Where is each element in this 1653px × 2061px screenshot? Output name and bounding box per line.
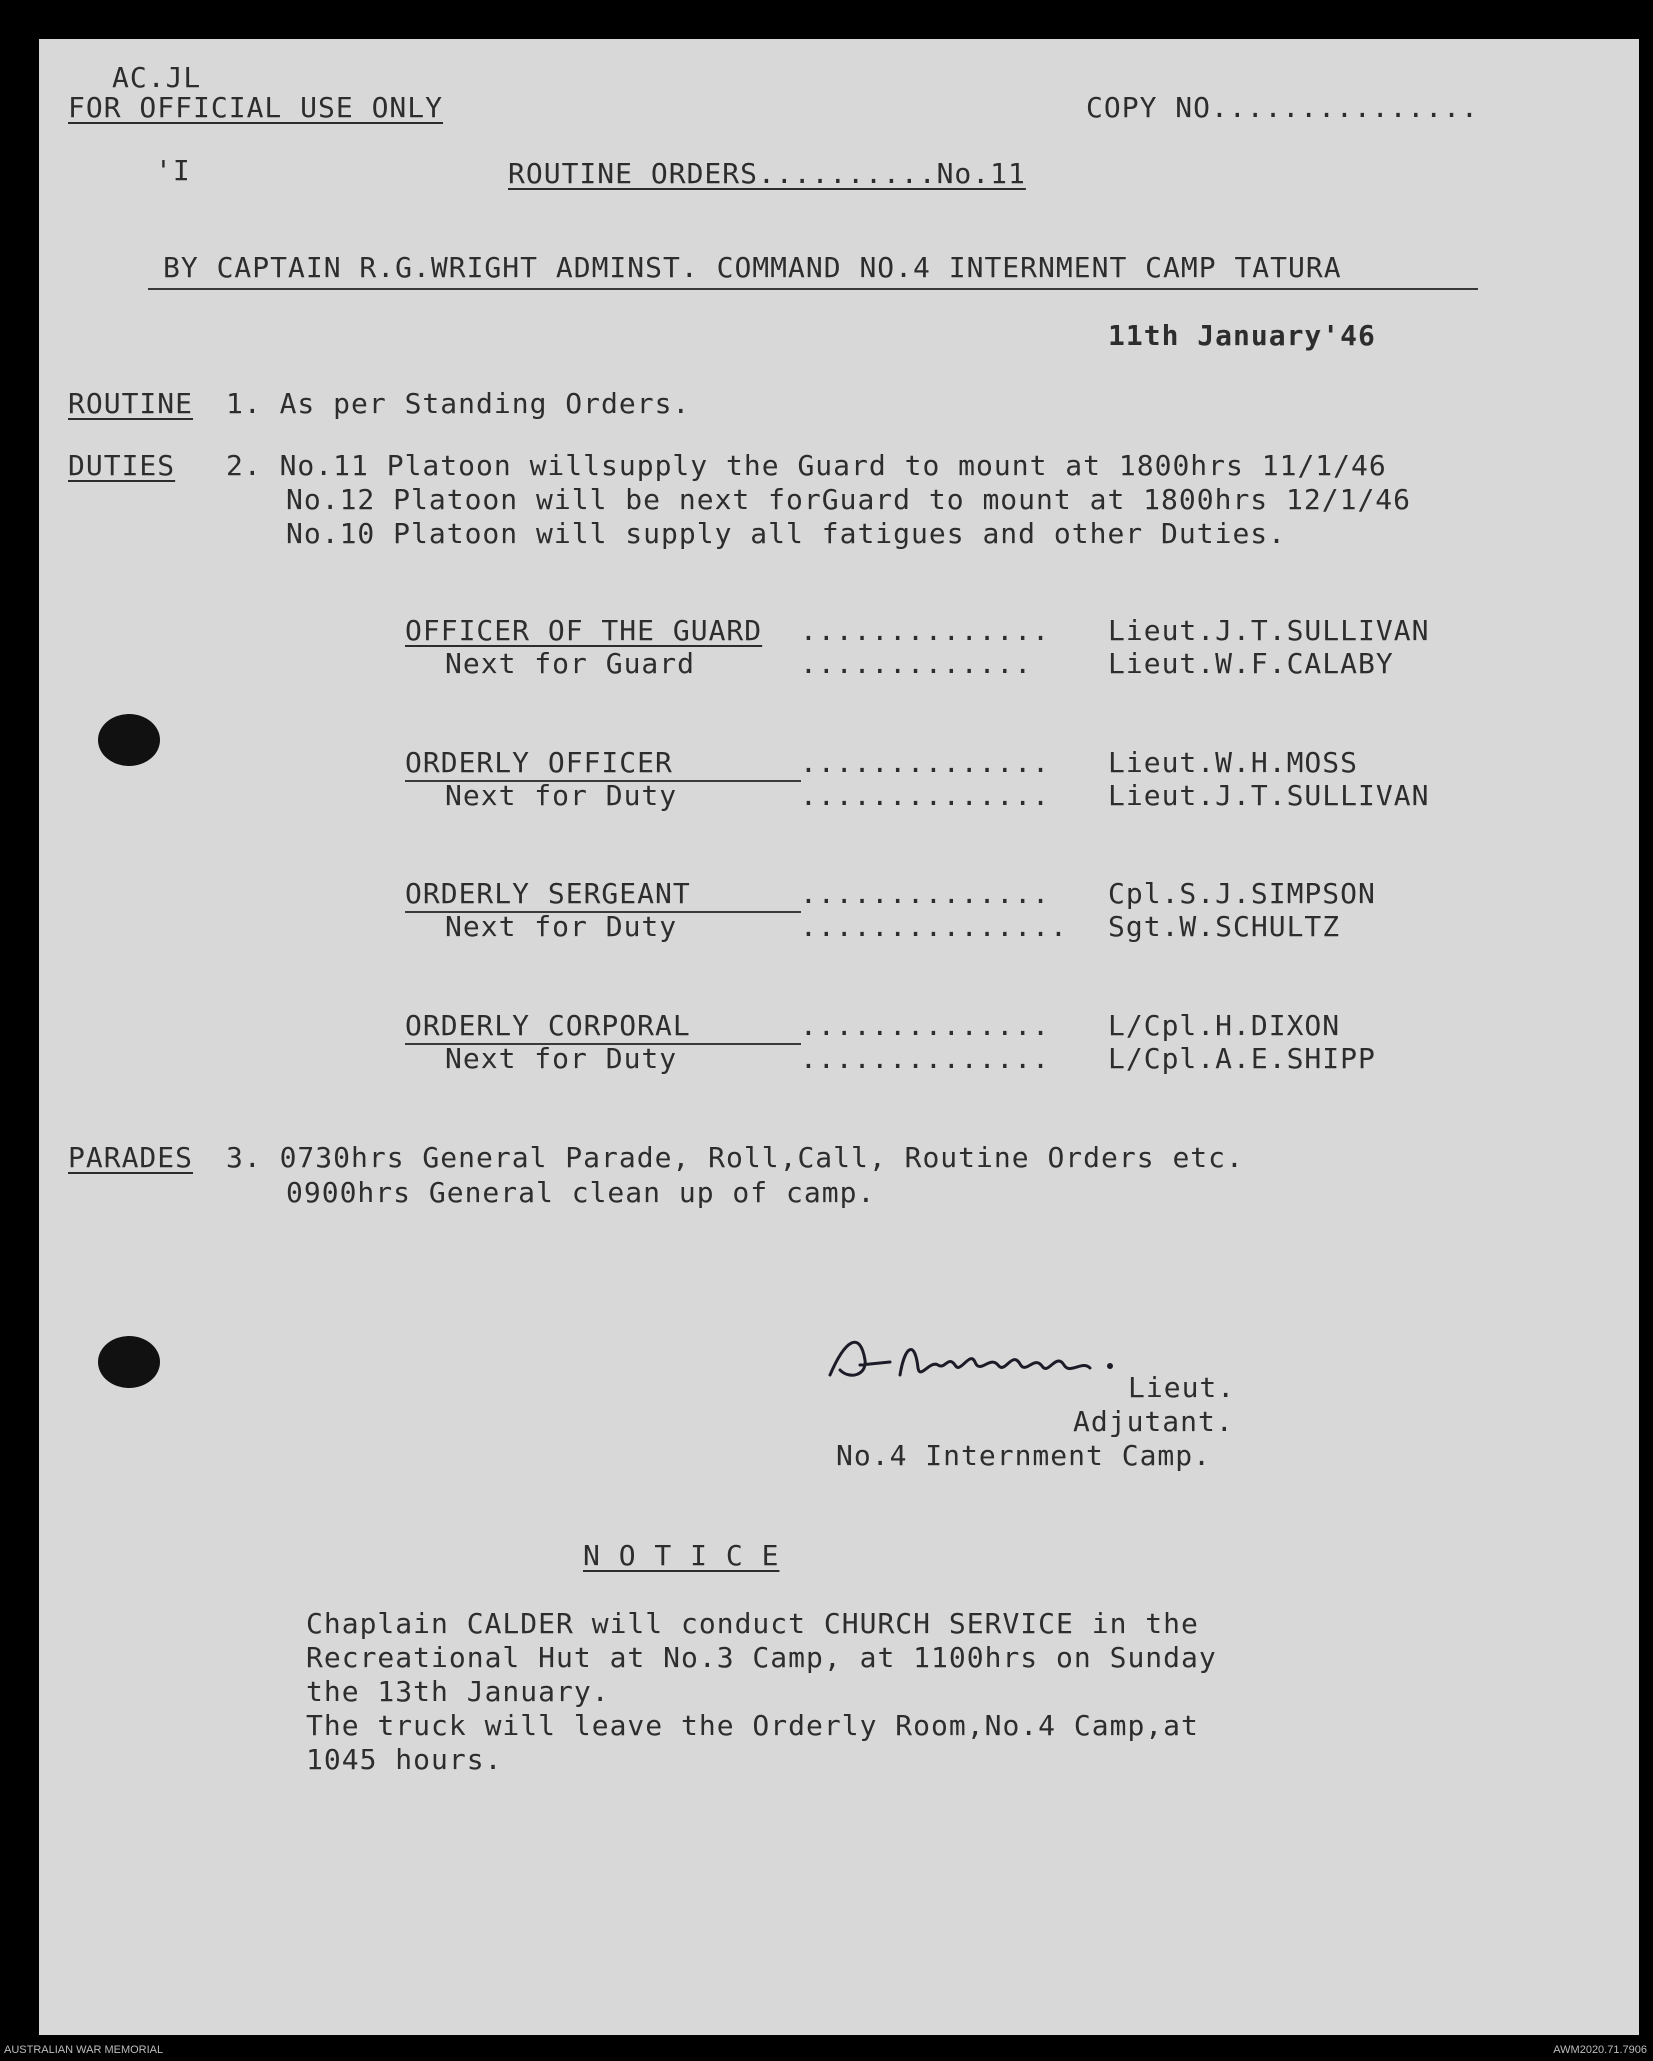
parades-line: 0900hrs General clean up of camp. [286,1176,876,1209]
roster-role: ORDERLY CORPORAL [405,1009,691,1042]
margin-mark: 'I [155,154,191,187]
punch-hole [98,1336,160,1388]
classification-label: FOR OFFICIAL USE ONLY [68,91,444,124]
roster-name: L/Cpl.H.DIXON [1108,1009,1341,1042]
footer-archive-name: AUSTRALIAN WAR MEMORIAL [4,2044,164,2056]
footer-accession-number: AWM2020.71.7906 [1553,2044,1647,2056]
notice-line: Recreational Hut at No.3 Camp, at 1100hrs on Sunday [306,1641,1217,1674]
parades-line: 3. 0730hrs General Parade, Roll,Call, Routine Orders etc. [226,1141,1244,1174]
roster-leader: .............. [800,614,1051,647]
notice-line: Chaplain CALDER will conduct CHURCH SERVICE in the [306,1607,1199,1640]
routine-heading: ROUTINE [68,387,194,420]
notice-line: The truck will leave the Orderly Room,No.4 Camp,at [306,1709,1199,1742]
routine-orders-title: ROUTINE ORDERS..........No.11 [508,157,1026,190]
duties-line: 2. No.11 Platoon willsupply the Guard to mount at 1800hrs 11/1/46 [226,449,1387,482]
roster-role: OFFICER OF THE GUARD [405,614,763,647]
signatory-unit: No.4 Internment Camp. [836,1439,1212,1472]
signatory-appointment: Adjutant. [1073,1405,1234,1438]
roster-next-name: Lieut.W.F.CALABY [1108,647,1394,680]
roster-next-label: Next for Duty [445,779,678,812]
notice-line: 1045 hours. [306,1743,503,1776]
roster-leader: ............. [800,647,1033,680]
roster-next-name: Sgt.W.SCHULTZ [1108,910,1341,943]
roster-role: ORDERLY SERGEANT [405,877,691,910]
parades-heading: PARADES [68,1141,194,1174]
roster-leader: .............. [800,746,1051,779]
reference-code: AC.JL [112,61,202,94]
roster-leader: .............. [800,1042,1051,1075]
routine-text: 1. As per Standing Orders. [226,387,691,420]
roster-next-label: Next for Guard [445,647,696,680]
duties-heading: DUTIES [68,449,176,482]
roster-next-name: L/Cpl.A.E.SHIPP [1108,1042,1376,1075]
roster-next-label: Next for Duty [445,1042,678,1075]
roster-next-label: Next for Duty [445,910,678,943]
roster-role: ORDERLY OFFICER [405,746,673,779]
copy-number: COPY NO............... [1086,91,1479,124]
roster-name: Cpl.S.J.SIMPSON [1108,877,1376,910]
issuer-underline [148,288,1478,290]
roster-name: Lieut.J.T.SULLIVAN [1108,614,1430,647]
notice-line: the 13th January. [306,1675,610,1708]
roster-next-name: Lieut.J.T.SULLIVAN [1108,779,1430,812]
punch-hole [98,714,160,766]
roster-leader: .............. [800,779,1051,812]
signatory-rank: Lieut. [1128,1371,1236,1404]
issuer-line: BY CAPTAIN R.G.WRIGHT ADMINST. COMMAND NO.4 INTERNMENT CAMP TATURA [163,251,1342,284]
notice-heading: N O T I C E [583,1539,780,1572]
roster-leader: .............. [800,1009,1051,1042]
roster-leader: .............. [800,877,1051,910]
roster-name: Lieut.W.H.MOSS [1108,746,1359,779]
duties-line: No.10 Platoon will supply all fatigues and other Duties. [286,517,1287,550]
roster-leader: ............... [800,910,1068,943]
duties-line: No.12 Platoon will be next forGuard to mount at 1800hrs 12/1/46 [286,483,1412,516]
order-date: 11th January'46 [1108,319,1376,352]
